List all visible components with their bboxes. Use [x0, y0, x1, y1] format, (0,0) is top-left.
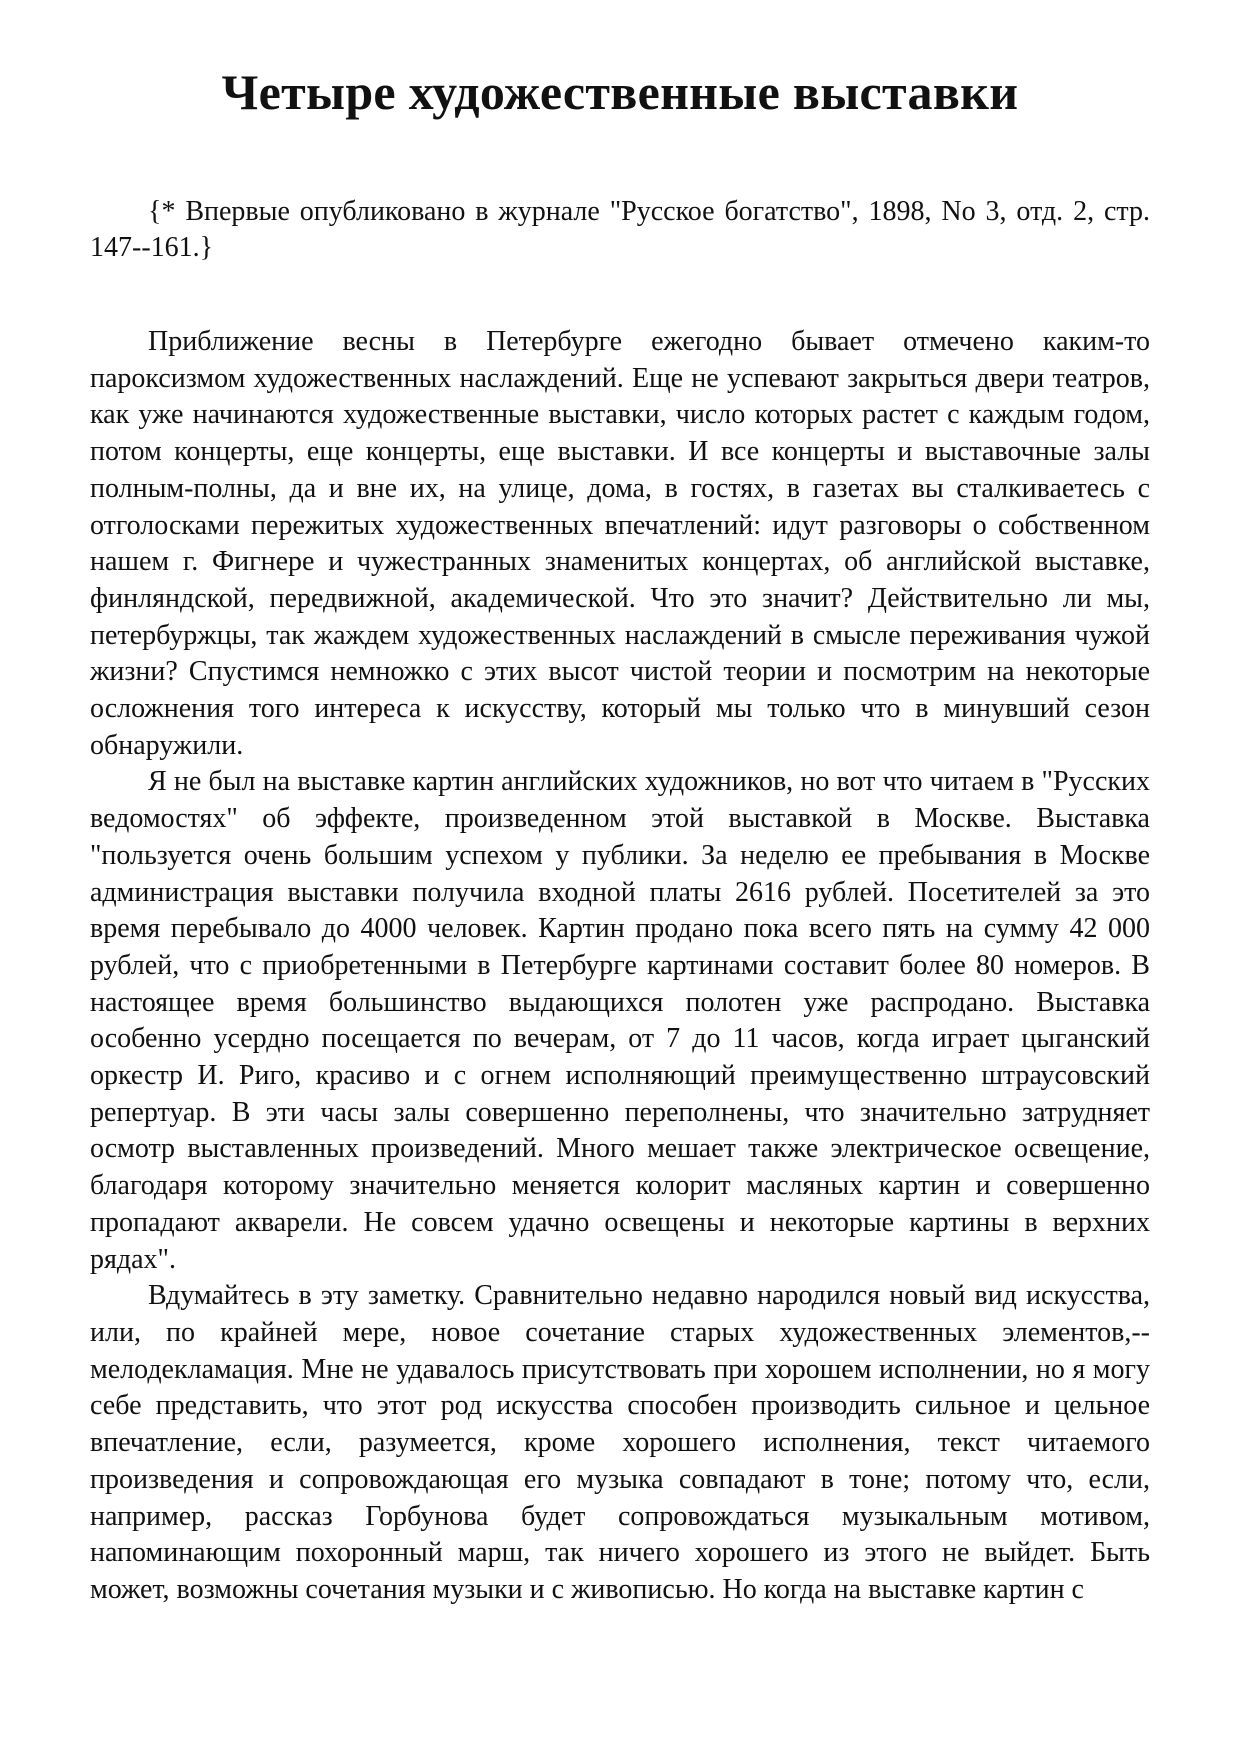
document-page [90, 0, 1150, 1609]
paragraph: Приближение весны в Петербурге ежегодно бывает отмечено каким-то пароксизмом художественных наслаждений. Еще не успевают закрыться двери театров, как уже начинаются художественные выставки, число которых растет с каждым годом, потом концерты, еще концерты, еще выставки. И все концерты и выставочные залы полным-полны, да и вне их, на улице, дома, в гостях, в газетах вы сталкиваетесь с отголосками пережитых художественных впечатлений: идут разговоры о собственном нашем г. Фигнере и чужестранных знаменитых концертах, об английской выставке, финляндской, передвижной, академической. Что это значит? Действительно ли мы, петербуржцы, так жаждем художественных наслаждений в смысле переживания чужой жизни? Спустимся немножко с этих высот чистой теории и посмотрим на некоторые осложнения того интереса к искусству, который мы только что в минувший сезон обнаружили. [90, 326, 1150, 761]
document-body [90, 324, 1150, 1609]
paragraph: Вдумайтесь в эту заметку. Сравнительно недавно народился новый вид искусства, или, по крайней мере, новое сочетание старых художественных элементов,-- мелодекламация. Мне не удавалось присутствовать при хорошем исполнении, но я могу себе представить, что этот род искусства способен производить сильное и цельное впечатление, если, разумеется, кроме хорошего исполнения, текст читаемого произведения и сопровождающая его музыка совпадают в тоне; потому что, если, например, рассказ Горбунова будет сопровождаться музыкальным мотивом, напоминающим похоронный марш, так ничего хорошего из этого не выйдет. Быть может, возможны сочетания музыки и с живописью. Но когда на выставке картин с [90, 1280, 1150, 1605]
document-title: Четыре художественные выставки [221, 64, 1019, 120]
paragraph: Я не был на выставке картин английских художников, но вот что читаем в "Русских ведомостях" об эффекте, произведенном этой выставкой в Москве. Выставка "пользуется очень большим успехом у публики. За неделю ее пребывания в Москве администрация выставки получила входной платы 2616 рублей. Посетителей за это время перебывало до 4000 человек. Картин продано пока всего пять на сумму 42 000 рублей, что с приобретенными в Петербурге картинами составит более 80 номеров. В настоящее время большинство выдающихся полотен уже распродано. Выставка особенно усердно посещается по вечерам, от 7 до 11 часов, когда играет цыганский оркестр И. Риго, красиво и с огнем исполняющий преимущественно штраусовский репертуар. В эти часы залы совершенно переполнены, что значительно затрудняет осмотр выставленных произведений. Много мешает также электрическое освещение, благодаря которому значительно меняется колорит масляных картин и совершенно пропадают акварели. Не совсем удачно освещены и некоторые картины в верхних рядах". [90, 766, 1150, 1275]
publication-note: {* Впервые опубликовано в журнале "Русское богатство", 1898, No 3, отд. 2, стр. 147--161.} [90, 196, 1150, 263]
